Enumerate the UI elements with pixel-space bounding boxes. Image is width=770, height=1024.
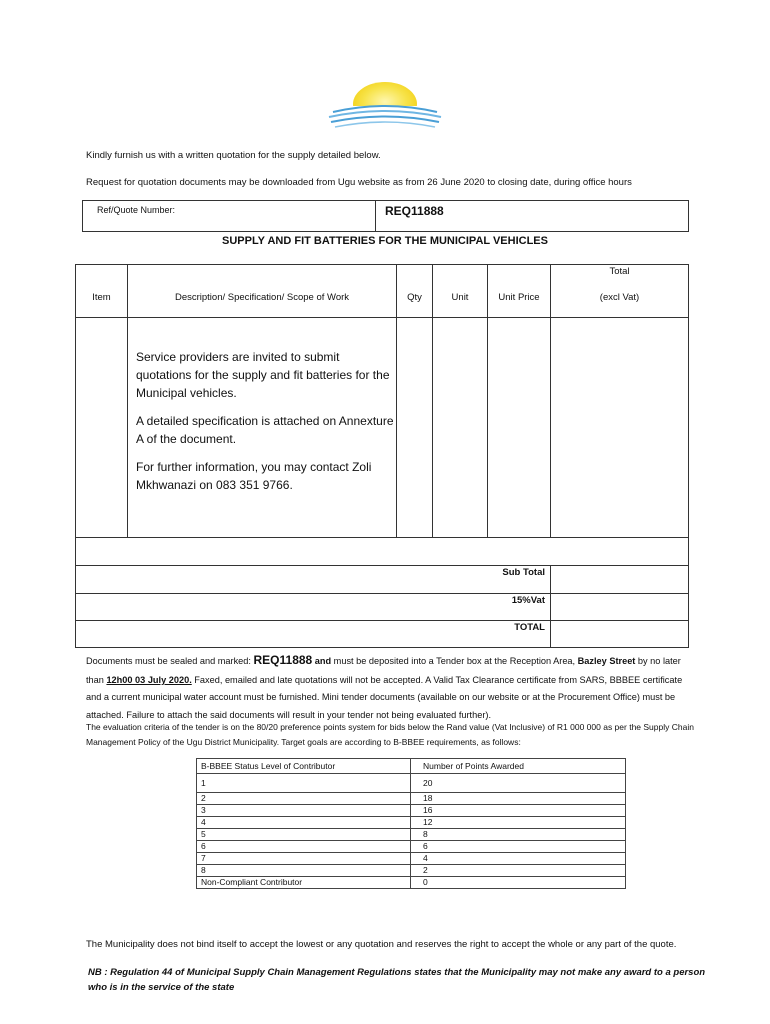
download-notice: Request for quotation documents may be downloaded from Ugu website as from 26 June 2020 to closing date, during office hours [86,177,632,188]
instructions-deadline: 12h00 03 July 2020. [106,674,192,685]
instructions-text: must be deposited into a Tender box at the Reception Area, [331,656,578,666]
scope-paragraph: A detailed specification is attached on Annexture A of the document. [136,414,394,446]
sun-over-waves-logo-icon [325,82,445,134]
document-title: SUPPLY AND FIT BATTERIES FOR THE MUNICIPAL VEHICLES [222,235,548,247]
instructions-street: Bazley Street [577,656,636,666]
bbbee-level: 2 [197,793,411,805]
instructions-text: Documents must be sealed and marked: [86,656,254,666]
bbbee-points: 4 [411,853,626,865]
acceptance-disclaimer: The Municipality does not bind itself to accept the lowest or any quotation and reserves the right to accept the whole or any part of the quote. [86,939,677,950]
table-row [197,774,626,793]
table-row [197,793,626,805]
submission-instructions [86,649,698,724]
header-total: Total [609,266,630,277]
reference-number: REQ11888 [385,204,444,218]
header-qty: Qty [407,292,422,303]
table-row [197,877,626,889]
scope-paragraph: Service providers are invited to submit quotations for the supply and fit batteries for the Municipal vehicles. [136,350,390,400]
bbbee-level: 3 [197,805,411,817]
scope-of-work [136,348,398,504]
table-row [197,865,626,877]
header-description: Description/ Specification/ Scope of Work [174,292,350,303]
bbbee-level: Non-Compliant Contributor [197,877,411,889]
instructions-reference: REQ11888 [253,653,313,667]
bbbee-level: 1 [197,774,411,793]
bbbee-points: 0 [411,877,626,889]
instructions-text: by no later than [86,656,681,685]
bbbee-points: 6 [411,841,626,853]
bbbee-header-points: Number of Points Awarded [411,759,626,774]
intro-text: Kindly furnish us with a written quotation for the supply detailed below. [86,150,381,161]
bbbee-level: 4 [197,817,411,829]
instructions-text: and [312,656,332,666]
bbbee-level: 7 [197,853,411,865]
table-row [197,829,626,841]
bbbee-level: 6 [197,841,411,853]
header-unit-price: Unit Price [498,292,540,303]
bbbee-points: 8 [411,829,626,841]
total-label: TOTAL [514,622,545,633]
bbbee-header-level: B-BBEE Status Level of Contributor [197,759,411,774]
bbbee-points-table [196,758,626,889]
table-row [197,841,626,853]
table-row [197,759,626,774]
sub-total-label: Sub Total [502,567,545,578]
table-row [197,853,626,865]
table-row [197,817,626,829]
reference-box [82,200,689,232]
bbbee-level: 8 [197,865,411,877]
header-unit: Unit [451,292,469,303]
regulation-note: NB : Regulation 44 of Municipal Supply Chain Management Regulations states that the Municipality may not make any award to a person who is in the service of the state [88,967,706,993]
header-item: Item [92,292,111,303]
instructions-text: Faxed, emailed and late quotations will not be accepted. A Valid Tax Clearance certificate from SARS, BBBEE certificate and a current municipal water account must be furnished. Mini tender documents (available on our website or at the Procurement Office) must be attached. Failure to attach the said documents will result in your tender not being evaluated further). [86,674,683,720]
bbbee-points: 2 [411,865,626,877]
bbbee-points: 20 [411,774,626,793]
reference-label: Ref/Quote Number: [97,205,176,215]
table-row [197,805,626,817]
vat-label: 15%Vat [511,595,545,606]
scope-paragraph: For further information, you may contact Zoli Mkhwanazi on 083 351 9766. [136,460,372,492]
bbbee-points: 12 [411,817,626,829]
bbbee-points: 18 [411,793,626,805]
evaluation-criteria: The evaluation criteria of the tender is on the 80/20 preference points system for bids below the Rand value (Vat Inclusive) of R1 000 000 as per the Supply Chain Management Policy of the Ugu District Municipality. Target goals are according to B-BBEE requirements, as follows: [86,722,694,747]
header-total-excl-vat: (excl Vat) [599,292,640,303]
bbbee-points: 16 [411,805,626,817]
bbbee-level: 5 [197,829,411,841]
